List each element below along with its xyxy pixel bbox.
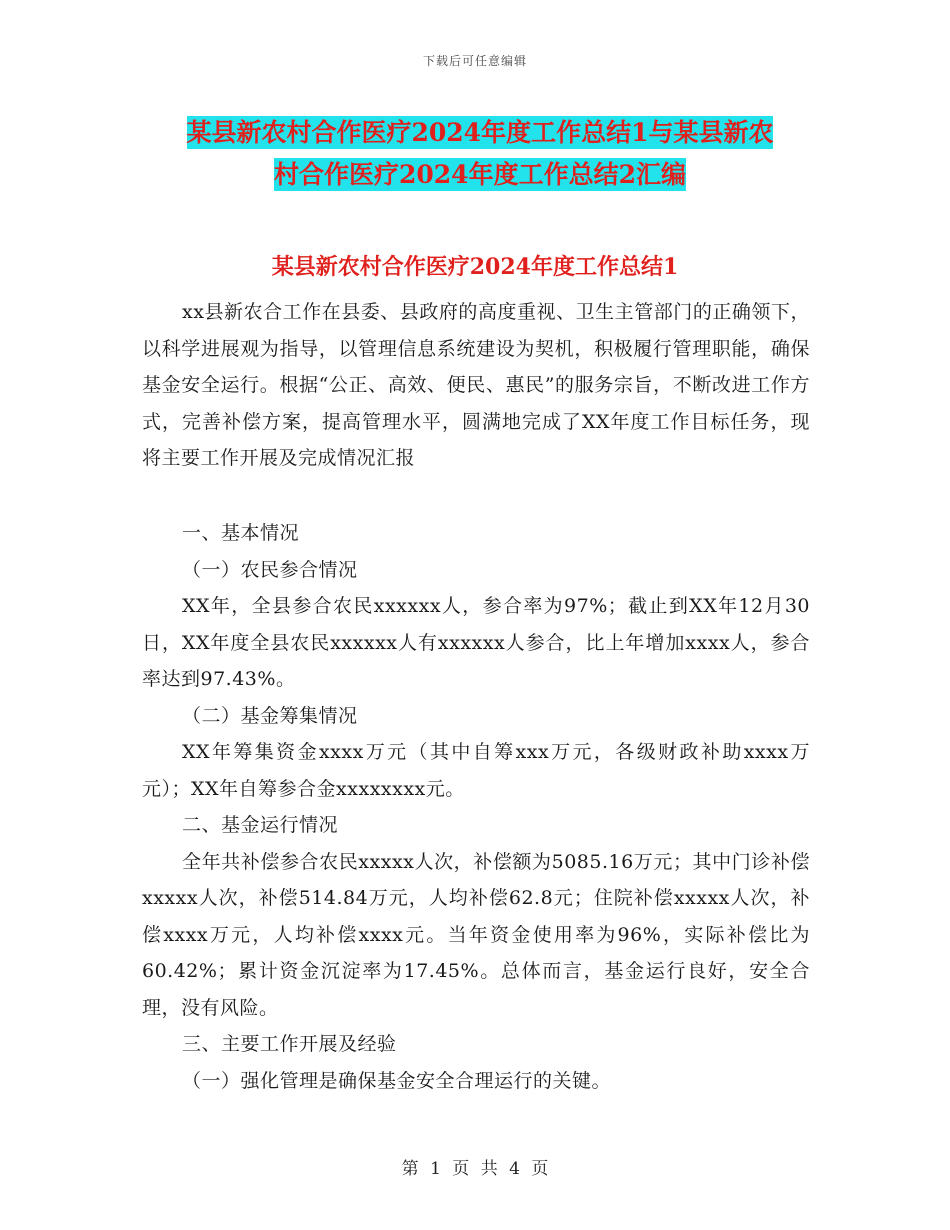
page-number: 第 1 页 共 4 页 bbox=[401, 1159, 549, 1179]
body-sections bbox=[142, 515, 810, 1099]
subheading-management: （一）强化管理是确保基金安全合理运行的关键。 bbox=[182, 1069, 612, 1092]
document-title bbox=[140, 112, 820, 196]
paragraph-fund-operation: 全年共补偿参合农民xxxxx人次，补偿额为5085.16万元；其中门诊补偿xxxxx人次，补偿514.84万元，人均补偿62.8元；住院补偿xxxxx人次，补偿xxxx万元，人均补偿xxxx元。当年资金使用率为96%，实际补偿比为60.42%；累计资金沉淀率为17.45%。总体而言，基金运行良好，安全合理，没有风险。 bbox=[142, 850, 810, 1019]
paragraph-fund-raising: XX年筹集资金xxxx万元（其中自筹xxx万元，各级财政补助xxxx万元）；XX年自筹参合金xxxxxxxx元。 bbox=[142, 741, 810, 800]
section-title: 某县新农村合作医疗2024年度工作总结1 bbox=[271, 254, 679, 280]
header-note: 下载后可任意编辑 bbox=[422, 54, 527, 68]
subheading-fund-raising: （二）基金筹集情况 bbox=[182, 704, 358, 727]
heading-fund-operation: 二、基金运行情况 bbox=[182, 814, 339, 836]
intro-block bbox=[142, 294, 810, 477]
heading-main-work: 三、主要工作开展及经验 bbox=[182, 1033, 397, 1055]
title-highlight bbox=[187, 116, 774, 191]
heading-basic-situation: 一、基本情况 bbox=[182, 522, 300, 544]
subheading-participation: （一）农民参合情况 bbox=[182, 558, 358, 581]
intro-paragraph: xx县新农合工作在县委、县政府的高度重视、卫生主管部门的正确领下，以科学进展观为指导，以管理信息系统建设为契机，积极履行管理职能，确保基金安全运行。根据“公正、高效、便民、惠民”的服务宗旨，不断改进工作方式，完善补偿方案，提高管理水平，圆满地完成了XX年度工作目标任务，现将主要工作开展及完成情况汇报 bbox=[142, 301, 810, 469]
paragraph-participation: XX年，全县参合农民xxxxxx人，参合率为97%；截止到XX年12月30日，XX年度全县农民xxxxxx人有xxxxxx人参合，比上年增加xxxx人，参合率达到97.43%。 bbox=[142, 595, 810, 690]
title-line-2: 村合作医疗2024年度工作总结2汇编 bbox=[274, 160, 686, 189]
title-line-1: 某县新农村合作医疗2024年度工作总结1与某县新农 bbox=[186, 118, 774, 147]
